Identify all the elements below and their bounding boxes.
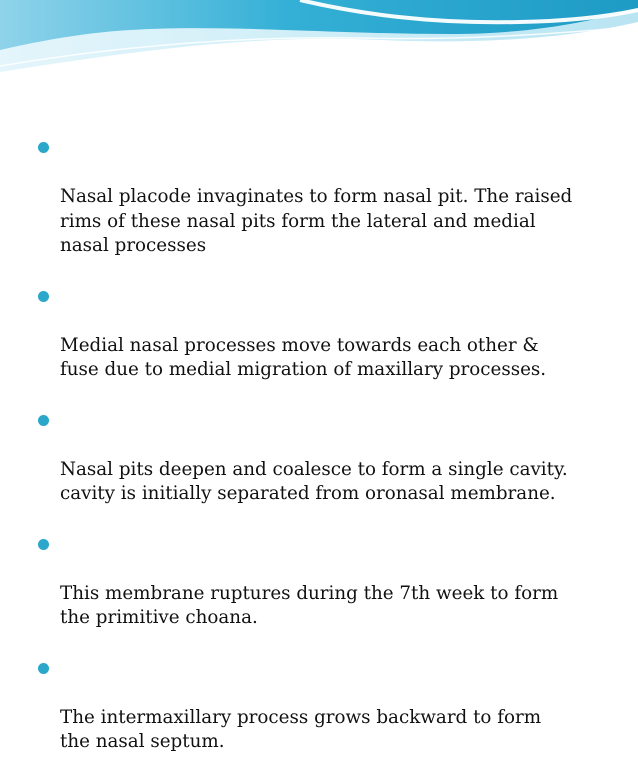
bullet-text: Nasal placode invaginates to form nasal pit. The raised rims of these nasal pits form the lateral and medial nasal processes xyxy=(60,186,573,256)
bullet-dot-icon xyxy=(38,663,49,674)
bullet-item xyxy=(38,657,610,780)
bullet-item xyxy=(38,533,610,656)
bullet-dot-icon xyxy=(38,142,49,153)
bullet-text: This membrane ruptures during the 7th week to form the primitive choana. xyxy=(60,582,559,628)
bullet-list xyxy=(38,136,610,779)
bullet-item xyxy=(38,285,610,408)
bullet-dot-icon xyxy=(38,539,49,550)
slide-content xyxy=(38,136,610,781)
bullet-dot-icon xyxy=(38,415,49,426)
bullet-text: Medial nasal processes move towards each other & fuse due to medial migration of maxillary processes. xyxy=(60,334,547,380)
bullet-text: Nasal pits deepen and coalesce to form a single cavity. cavity is initially separated from oronasal membrane. xyxy=(60,458,568,504)
bullet-text: The intermaxillary process grows backward to form the nasal septum. xyxy=(60,706,542,752)
header-wave-decoration xyxy=(0,0,638,80)
bullet-dot-icon xyxy=(38,291,49,302)
bullet-item xyxy=(38,136,610,283)
bullet-item xyxy=(38,409,610,532)
